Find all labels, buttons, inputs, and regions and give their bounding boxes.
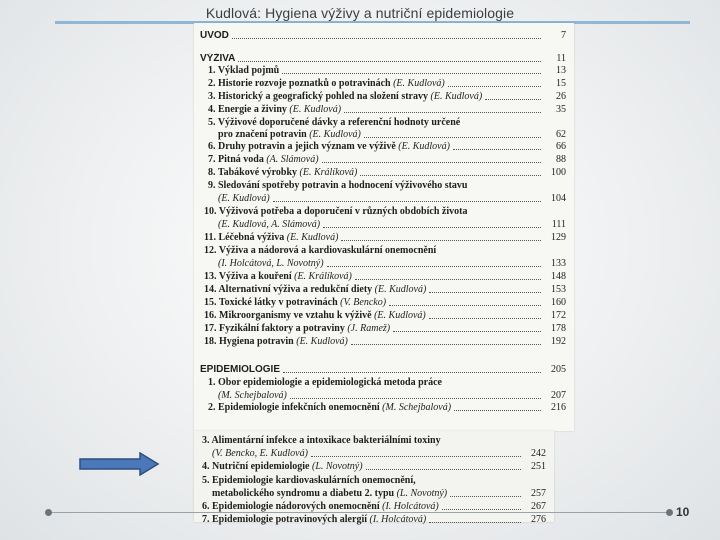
toc-leader-dots bbox=[238, 60, 541, 62]
toc-page-number: 35 bbox=[556, 104, 566, 115]
toc-page-number: 104 bbox=[551, 193, 566, 204]
toc-page-number: 111 bbox=[551, 219, 566, 230]
arrow-right-icon bbox=[78, 452, 160, 476]
toc-entry-title: 1. Výklad pojmů bbox=[208, 65, 280, 76]
toc-page-number: 11 bbox=[556, 53, 566, 64]
toc-entry-author: (L. Novotný) bbox=[312, 461, 363, 472]
toc-entry bbox=[194, 232, 574, 244]
toc-entry-title: 14. Alternativní výživa a redukční diety bbox=[204, 284, 373, 295]
toc-entry-title: 18. Hygiena potravin bbox=[204, 336, 294, 347]
toc-entry-title: 7. Pitná voda bbox=[208, 154, 264, 165]
toc-entry-author: (E. Kudlová) bbox=[309, 129, 361, 140]
toc-leader-dots bbox=[453, 148, 541, 150]
toc-scan-main bbox=[194, 23, 574, 431]
toc-entry-label bbox=[208, 402, 451, 414]
toc-entry-title: 12. Výživa a nádorová a kardiovaskulární onemocnění bbox=[204, 245, 437, 256]
toc-entry-label bbox=[204, 271, 352, 283]
toc-leader-dots bbox=[389, 304, 541, 306]
toc-entry-label bbox=[208, 117, 460, 129]
toc-entry bbox=[194, 461, 554, 473]
footer-dot-right bbox=[666, 509, 673, 516]
toc-page-number: 276 bbox=[531, 514, 546, 525]
toc-entry bbox=[194, 206, 574, 218]
toc-leader-dots bbox=[232, 37, 541, 39]
toc-entry-label bbox=[218, 219, 320, 231]
toc-entry-label bbox=[204, 323, 390, 335]
toc-entry bbox=[194, 271, 574, 283]
toc-entry-author: (E. Kudlová) bbox=[374, 284, 427, 295]
toc-entry-title: 9. Sledování spotřeby potravin a hodnocení výživového stavu bbox=[208, 180, 468, 191]
toc-entry-author: (E. Kudlová) bbox=[374, 310, 426, 321]
toc-entry-title: 10. Výživová potřeba a doporučení v různých obdobích života bbox=[204, 206, 468, 217]
toc-entry-label bbox=[202, 461, 363, 473]
toc-entry bbox=[194, 448, 554, 460]
toc-entry-label bbox=[212, 488, 447, 500]
toc-entry-title: 7. Epidemiologie potravinových alergií bbox=[202, 514, 367, 525]
toc-leader-dots bbox=[448, 85, 541, 87]
toc-entry-label bbox=[204, 206, 467, 218]
toc-page-number: 216 bbox=[551, 402, 566, 413]
toc-entry bbox=[194, 180, 574, 192]
toc-leader-dots bbox=[327, 265, 541, 267]
toc-entry-author: (E. Kudlová) bbox=[218, 193, 270, 204]
toc-entry bbox=[194, 141, 574, 153]
toc-entry-label bbox=[218, 390, 287, 402]
toc-entry-title: pro značení potravin bbox=[218, 129, 307, 140]
toc-leader-dots bbox=[429, 291, 541, 293]
toc-entry-label bbox=[204, 284, 426, 296]
toc-page-number: 205 bbox=[551, 364, 566, 375]
toc-entry bbox=[194, 193, 574, 205]
toc-entry-title: 15. Toxické látky v potravinách bbox=[204, 297, 338, 308]
toc-leader-dots bbox=[429, 317, 541, 319]
toc-entry-label bbox=[208, 104, 341, 116]
toc-entry-label bbox=[218, 129, 361, 141]
toc-leader-dots bbox=[323, 226, 541, 228]
toc-entry-title: 4. Nutriční epidemiologie bbox=[202, 461, 310, 472]
toc-entry-author: (I. Holcátová) bbox=[382, 501, 439, 512]
toc-entry-author: (V. Bencko) bbox=[340, 297, 387, 308]
toc-entry-author: (E. Kudlová) bbox=[286, 232, 339, 243]
toc-entry bbox=[194, 364, 574, 376]
toc-entry-author: (M. Schejbalová) bbox=[218, 390, 287, 401]
toc-entry bbox=[194, 245, 574, 257]
toc-leader-dots bbox=[429, 521, 521, 523]
toc-entry bbox=[194, 53, 574, 65]
toc-leader-dots bbox=[450, 495, 521, 497]
toc-entry-label bbox=[200, 53, 235, 65]
toc-entry bbox=[194, 323, 574, 335]
toc-entry bbox=[194, 91, 574, 103]
toc-entry-author: (E. Kudlová) bbox=[296, 336, 348, 347]
toc-entry-title: 6. Epidemiologie nádorových onemocnění bbox=[202, 501, 380, 512]
toc-leader-dots bbox=[366, 468, 521, 470]
toc-page-number: 242 bbox=[531, 448, 546, 459]
toc-entry-label bbox=[208, 141, 450, 153]
toc-page-number: 251 bbox=[531, 461, 546, 472]
toc-entry-author: (E. Kudlová) bbox=[398, 141, 450, 152]
toc-leader-dots bbox=[322, 161, 541, 163]
toc-leader-dots bbox=[311, 455, 521, 457]
toc-entry-label bbox=[208, 65, 279, 77]
slide-title: Kudlová: Hygiena výživy a nutriční epidemiologie bbox=[205, 5, 515, 21]
toc-leader-dots bbox=[344, 111, 541, 113]
toc-leader-dots bbox=[290, 397, 541, 399]
toc-entry-title: 3. Historický a geografický pohled na složení stravy bbox=[208, 91, 428, 102]
toc-entry-author: (E. Kudlová, A. Slámová) bbox=[218, 219, 321, 230]
toc-entry bbox=[194, 390, 574, 402]
toc-entry-author: (E. Králíková) bbox=[294, 271, 352, 282]
toc-entry bbox=[194, 402, 574, 414]
toc-entry-title: 5. Výživové doporučené dávky a referenční hodnoty určené bbox=[208, 117, 461, 128]
toc-entry-label bbox=[202, 514, 426, 526]
toc-entry bbox=[194, 30, 574, 42]
toc-entry bbox=[194, 167, 574, 179]
toc-leader-dots bbox=[364, 136, 541, 138]
toc-entry-title: 2. Epidemiologie infekčních onemocnění bbox=[208, 402, 380, 413]
toc-entry-author: (L. Novotný) bbox=[396, 488, 448, 499]
toc-page-number: 129 bbox=[551, 232, 566, 243]
toc-entry-title: 5. Epidemiologie kardiovaskulárních onemocnění, bbox=[202, 475, 416, 486]
toc-page-number: 192 bbox=[551, 336, 566, 347]
toc-page-number: 257 bbox=[531, 488, 546, 499]
toc-entry-label bbox=[200, 30, 229, 42]
toc-entry-author: (E. Kudlová) bbox=[430, 91, 483, 102]
toc-entry bbox=[194, 297, 574, 309]
toc-leader-dots bbox=[282, 72, 541, 74]
toc-entry-title: 2. Historie rozvoje poznatků o potravinách bbox=[208, 78, 391, 89]
toc-entry-author: (E. Kudlová) bbox=[289, 104, 342, 115]
toc-page-number: 178 bbox=[551, 323, 566, 334]
toc-entry bbox=[194, 310, 574, 322]
toc-page-number: 26 bbox=[556, 91, 566, 102]
toc-leader-dots bbox=[341, 239, 541, 241]
toc-entry-label bbox=[208, 154, 319, 166]
toc-entry bbox=[194, 475, 554, 487]
toc-page-number: 62 bbox=[556, 129, 566, 140]
toc-entry-title: 8. Tabákové výrobky bbox=[208, 167, 298, 178]
toc-leader-dots bbox=[273, 200, 541, 202]
toc-entry-label bbox=[204, 245, 436, 257]
toc-leader-dots bbox=[454, 409, 541, 411]
toc-page-number: 7 bbox=[561, 30, 566, 41]
toc-page-number: 100 bbox=[551, 167, 566, 178]
toc-leader-dots bbox=[393, 330, 541, 332]
toc-entry bbox=[194, 377, 574, 389]
toc-page-number: 153 bbox=[551, 284, 566, 295]
toc-entry-title: 6. Druhy potravin a jejich význam ve výživě bbox=[208, 141, 396, 152]
toc-entry-title: 11. Léčebná výživa bbox=[204, 232, 285, 243]
toc-entry bbox=[194, 258, 574, 270]
toc-entry bbox=[194, 117, 574, 129]
toc-page-number: 148 bbox=[551, 271, 566, 282]
toc-entry-title: 17. Fyzikální faktory a potraviny bbox=[204, 323, 345, 334]
toc-entry-title: 13. Výživa a kouření bbox=[204, 271, 292, 282]
toc-entry bbox=[194, 104, 574, 116]
toc-entry bbox=[194, 78, 574, 90]
toc-entry-label bbox=[204, 310, 426, 322]
slide-page-number: 10 bbox=[676, 505, 690, 519]
toc-entry-author: (A. Slámová) bbox=[266, 154, 319, 165]
toc-entry-author: (M. Schejbalová) bbox=[382, 402, 452, 413]
toc-leader-dots bbox=[283, 371, 541, 373]
toc-entry-author: (I. Holcátová, L. Novotný) bbox=[218, 258, 324, 269]
toc-leader-dots bbox=[351, 343, 541, 345]
toc-page-number: 207 bbox=[551, 390, 566, 401]
footer-dot-left bbox=[45, 509, 52, 516]
toc-page-number: 133 bbox=[551, 258, 566, 269]
toc-leader-dots bbox=[360, 174, 541, 176]
toc-leader-dots bbox=[442, 508, 521, 510]
toc-entry-author: (E. Králíková) bbox=[299, 167, 358, 178]
toc-page-number: 267 bbox=[531, 501, 546, 512]
toc-page-number: 66 bbox=[556, 141, 566, 152]
toc-entry bbox=[194, 219, 574, 231]
toc-entry-title: 1. Obor epidemiologie a epidemiologická metoda práce bbox=[208, 377, 442, 388]
toc-entry-label bbox=[200, 364, 280, 376]
toc-entry-label bbox=[212, 448, 308, 460]
toc-entry-label bbox=[208, 78, 445, 90]
toc-page-number: 15 bbox=[556, 78, 566, 89]
toc-entry-title: 16. Mikroorganismy ve vztahu k výživě bbox=[204, 310, 372, 321]
toc-entry bbox=[194, 65, 574, 77]
toc-leader-dots bbox=[485, 98, 541, 100]
toc-entry-author: (I. Holcátová) bbox=[369, 514, 427, 525]
toc-entry-author: (E. Kudlová) bbox=[393, 78, 445, 89]
toc-entry-title: metabolického syndromu a diabetu 2. typu bbox=[212, 488, 395, 499]
toc-page-number: 172 bbox=[551, 310, 566, 321]
toc-entry-author: (J. Ramež) bbox=[347, 323, 391, 334]
toc-entry-label bbox=[208, 180, 467, 192]
footer-rule bbox=[48, 512, 670, 513]
toc-entry bbox=[194, 284, 574, 296]
toc-entry-title: VÝŽIVA bbox=[200, 53, 236, 64]
toc-entry-label bbox=[202, 435, 441, 447]
toc-entry-title: 3. Alimentární infekce a intoxikace bakteriálními toxiny bbox=[202, 435, 441, 446]
toc-entry-label bbox=[204, 336, 348, 348]
toc-entry bbox=[194, 514, 554, 526]
toc-entry-title: 4. Energie a živiny bbox=[208, 104, 287, 115]
toc-entry-label bbox=[204, 297, 386, 309]
toc-entry bbox=[194, 129, 574, 141]
toc-entry bbox=[194, 488, 554, 500]
toc-entry-label bbox=[204, 232, 338, 244]
toc-page-number: 13 bbox=[556, 65, 566, 76]
toc-entry-label bbox=[218, 258, 324, 270]
toc-entry-title: ÚVOD bbox=[200, 30, 229, 41]
toc-entry-title: EPIDEMIOLOGIE bbox=[200, 364, 281, 375]
toc-entry-author: (V. Bencko, E. Kudlová) bbox=[212, 448, 308, 459]
toc-entry-label bbox=[218, 193, 270, 205]
toc-entry bbox=[194, 336, 574, 348]
toc-entry bbox=[194, 435, 554, 447]
toc-entry-label bbox=[208, 91, 482, 103]
toc-leader-dots bbox=[355, 278, 541, 280]
toc-page-number: 160 bbox=[551, 297, 566, 308]
toc-scan-continuation bbox=[194, 431, 554, 525]
toc-entry-label bbox=[202, 475, 416, 487]
toc-page-number: 88 bbox=[556, 154, 566, 165]
toc-entry-label bbox=[208, 167, 357, 179]
toc-entry-label bbox=[208, 377, 442, 389]
toc-entry bbox=[194, 154, 574, 166]
